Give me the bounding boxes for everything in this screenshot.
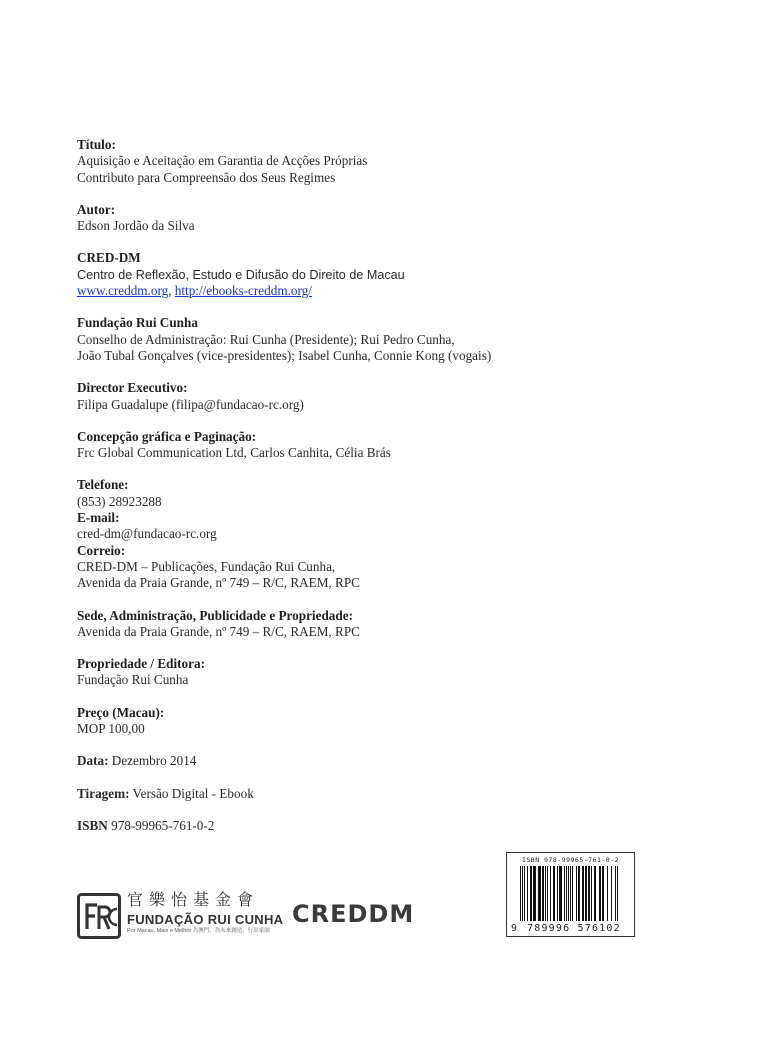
barcode-bar <box>533 866 536 921</box>
creddm-logo: CREDDM <box>292 900 415 928</box>
price-label: Preço (Macau): <box>77 704 165 720</box>
date-value: Dezembro 2014 <box>108 753 197 769</box>
frc-logo-icon <box>77 893 121 939</box>
isbn-label: ISBN <box>77 817 108 833</box>
print-run-section <box>77 786 697 802</box>
barcode-isbn-text: ISBN 978-99965-761-0-2 <box>521 856 620 864</box>
mail-label: Correio: <box>77 542 126 558</box>
cred-label: CRED-DM <box>77 250 141 266</box>
email-value: cred-dm@fundacao-rc.org <box>77 526 217 542</box>
title-label: Título: <box>77 137 116 152</box>
barcode-bar <box>602 866 604 921</box>
barcode-bar <box>542 866 544 921</box>
barcode-bar <box>585 866 587 921</box>
barcode-bar <box>607 866 608 921</box>
barcode-bar <box>572 866 573 921</box>
phone-label: Telefone: <box>77 477 129 493</box>
barcode-bar <box>538 866 541 921</box>
link-separator: , <box>168 283 175 299</box>
barcode-digit-groups: 789996 576102 <box>527 923 621 934</box>
mail-line-1: CRED-DM – Publicações, Fundação Rui Cunha, <box>77 558 336 574</box>
barcode-bar <box>568 866 569 921</box>
frc-name: FUNDAÇÃO RUI CUNHA <box>127 912 284 927</box>
phone-value: (853) 28923288 <box>77 493 162 509</box>
author-section <box>77 202 697 235</box>
barcode-bar <box>550 866 551 921</box>
barcode-bars <box>520 866 622 921</box>
barcode-bar <box>522 866 523 921</box>
publisher-label: Propriedade / Editora: <box>77 656 205 672</box>
director-value: Filipa Guadalupe (filipa@fundacao-rc.org) <box>77 396 304 412</box>
barcode-bar <box>564 866 565 921</box>
barcode-bar <box>615 866 616 921</box>
author-name: Edson Jordão da Silva <box>77 218 195 234</box>
price-value: MOP 100,00 <box>77 721 145 737</box>
colophon <box>77 137 697 834</box>
publisher-section <box>77 656 697 689</box>
design-label: Concepção gráfica e Paginação: <box>77 428 257 444</box>
director-section <box>77 380 697 413</box>
barcode-bar <box>576 866 577 921</box>
contacts-section <box>77 477 697 591</box>
barcode-bar <box>557 866 558 921</box>
barcode-bar <box>530 866 532 921</box>
barcode-bar <box>591 866 592 921</box>
isbn-value: 978-99965-761-0-2 <box>107 817 215 833</box>
title-section <box>77 137 697 186</box>
barcode-bar <box>524 866 525 921</box>
fundacao-board-line-2: João Tubal Gonçalves (vice-presidentes); Isabel Cunha, Connie Kong (vogais) <box>77 347 492 363</box>
mail-line-2: Avenida da Praia Grande, nº 749 – R/C, RAEM, RPC <box>77 575 360 591</box>
author-label: Autor: <box>77 201 116 217</box>
price-section <box>77 705 697 738</box>
design-value: Frc Global Communication Ltd, Carlos Canhita, Célia Brás <box>77 445 391 461</box>
title-line-2: Contributo para Compreensão dos Seus Regimes <box>77 169 336 185</box>
barcode-bar <box>611 866 612 921</box>
isbn-barcode <box>506 852 635 937</box>
barcode-bar <box>599 866 601 921</box>
barcode-bar <box>527 866 528 921</box>
fundacao-board-line-1: Conselho de Administração: Rui Cunha (Presidente); Rui Pedro Cunha, <box>77 331 455 347</box>
design-section <box>77 429 697 462</box>
frc-chinese-name: 官樂怡基金會 <box>127 890 260 909</box>
barcode-bar <box>594 866 596 921</box>
barcode-bar <box>578 866 580 921</box>
cred-section <box>77 250 697 299</box>
barcode-bar <box>566 866 567 921</box>
creddm-website-link[interactable]: www.creddm.org <box>77 283 169 299</box>
publisher-value: Fundação Rui Cunha <box>77 672 189 688</box>
barcode-bar <box>588 866 590 921</box>
date-label: Data: <box>77 753 109 769</box>
barcode-lead-digit: 9 <box>511 923 519 934</box>
date-section <box>77 753 697 769</box>
director-label: Director Executivo: <box>77 380 188 396</box>
barcode-bar <box>582 866 584 921</box>
barcode-bar <box>570 866 571 921</box>
barcode-bar <box>559 866 562 921</box>
barcode-bar <box>553 866 555 921</box>
headquarters-section <box>77 608 697 641</box>
barcode-bar <box>520 866 521 921</box>
fundacao-label: Fundação Rui Cunha <box>77 315 198 331</box>
barcode-bar <box>547 866 548 921</box>
ebooks-website-link[interactable]: http://ebooks-creddm.org/ <box>174 283 312 299</box>
barcode-bar <box>617 866 618 921</box>
barcode-bar <box>545 866 546 921</box>
fundacao-section <box>77 315 697 364</box>
frc-wordmark <box>127 890 317 935</box>
cred-links <box>77 283 697 299</box>
headquarters-value: Avenida da Praia Grande, nº 749 – R/C, RAEM, RPC <box>77 623 360 639</box>
isbn-section <box>77 818 697 834</box>
frc-tagline: Por Macau, Mais e Melhor 為澳門，為未來創造，行出家園 <box>127 928 270 934</box>
print-run-value: Versão Digital - Ebook <box>129 785 254 801</box>
cred-full-name: Centro de Reflexão, Estudo e Difusão do Direito de Macau <box>77 267 405 282</box>
title-line-1: Aquisição e Aceitação em Garantia de Acções Próprias <box>77 153 368 169</box>
print-run-label: Tiragem: <box>77 785 130 801</box>
email-label: E-mail: <box>77 510 120 526</box>
headquarters-label: Sede, Administração, Publicidade e Propriedade: <box>77 607 353 623</box>
